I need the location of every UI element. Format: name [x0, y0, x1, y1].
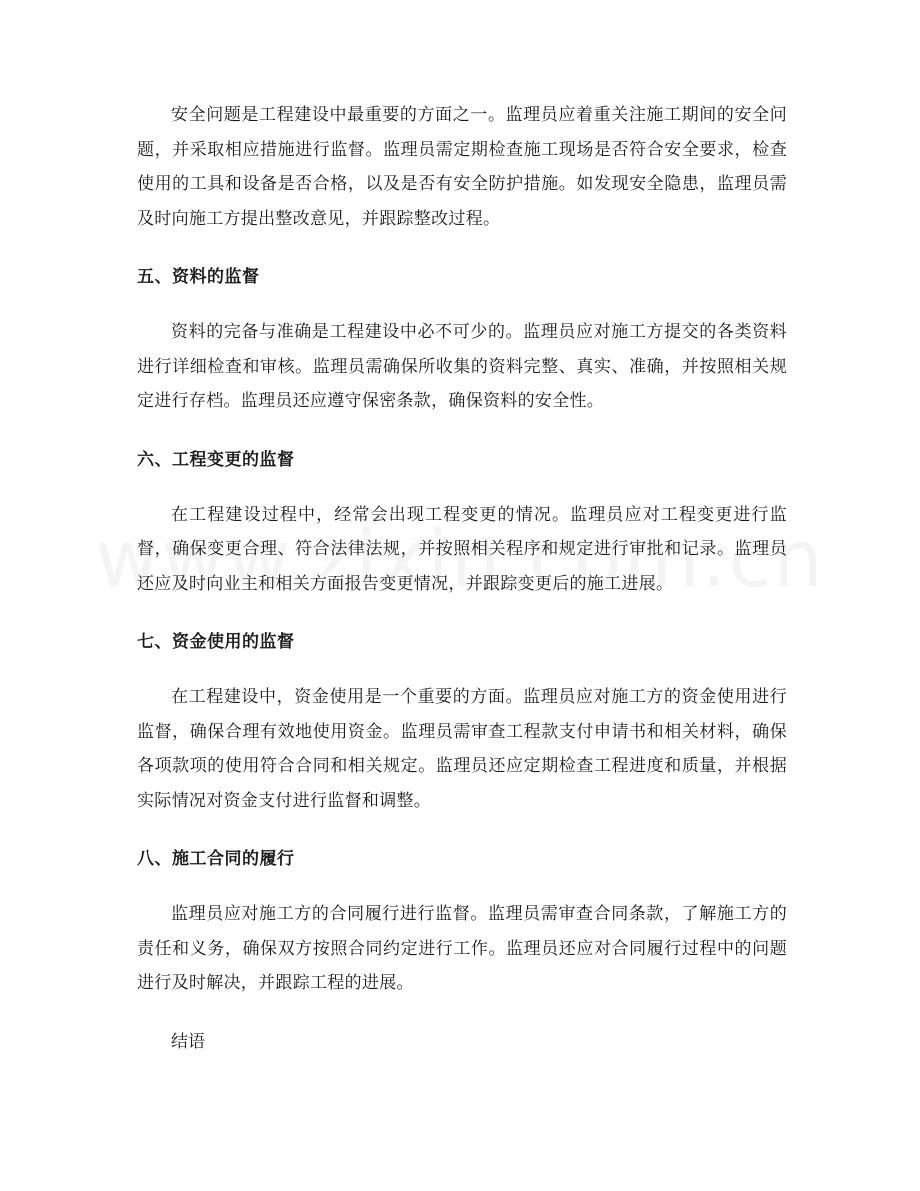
paragraph-documents: 资料的完备与准确是工程建设中必不可少的。监理员应对施工方提交的各类资料进行详细检查和审核。监理员需确保所收集的资料完整、真实、准确，并按照相关规定进行存档。监理员还应遵守保密条款，确保资料的安全性。: [137, 322, 787, 411]
closing-label: 结语: [171, 1031, 205, 1052]
document-body: [137, 98, 787, 1059]
heading-change-supervision: 六、工程变更的监督: [137, 449, 295, 470]
paragraph-changes: 在工程建设过程中，经常会出现工程变更的情况。监理员应对工程变更进行监督，确保变更合理、符合法律法规，并按照相关程序和规定进行审批和记录。监理员还应及时向业主和相关方面报告变更情况，并跟踪变更后的施工进展。: [137, 504, 787, 594]
paragraph-contract: 监理员应对施工方的合同履行进行监督。监理员需审查合同条款，了解施工方的责任和义务，确保双方按照合同约定进行工作。监理员还应对合同履行过程中的问题进行及时解决，并跟踪工程的进展。: [137, 904, 787, 993]
heading-documents-supervision: 五、资料的监督: [137, 267, 260, 287]
heading-funds-supervision: 七、资金使用的监督: [137, 632, 295, 652]
paragraph-funds: 在工程建设中，资金使用是一个重要的方面。监理员应对施工方的资金使用进行监督，确保合理有效地使用资金。监理员需审查工程款支付申请书和相关材料，确保各项款项的使用符合合同和相关规定。监理员还应定期检查工程进度和质量，并根据实际情况对资金支付进行监督和调整。: [137, 687, 787, 811]
paragraph-safety: 安全问题是工程建设中最重要的方面之一。监理员应着重关注施工期间的安全问题，并采取相应措施进行监督。监理员需定期检查施工现场是否符合安全要求，检查使用的工具和设备是否合格，以及是否有安全防护措施。如发现安全隐患，监理员需及时向施工方提出整改意见，并跟踪整改过程。: [137, 105, 787, 229]
heading-contract-performance: 八、施工合同的履行: [137, 849, 295, 869]
